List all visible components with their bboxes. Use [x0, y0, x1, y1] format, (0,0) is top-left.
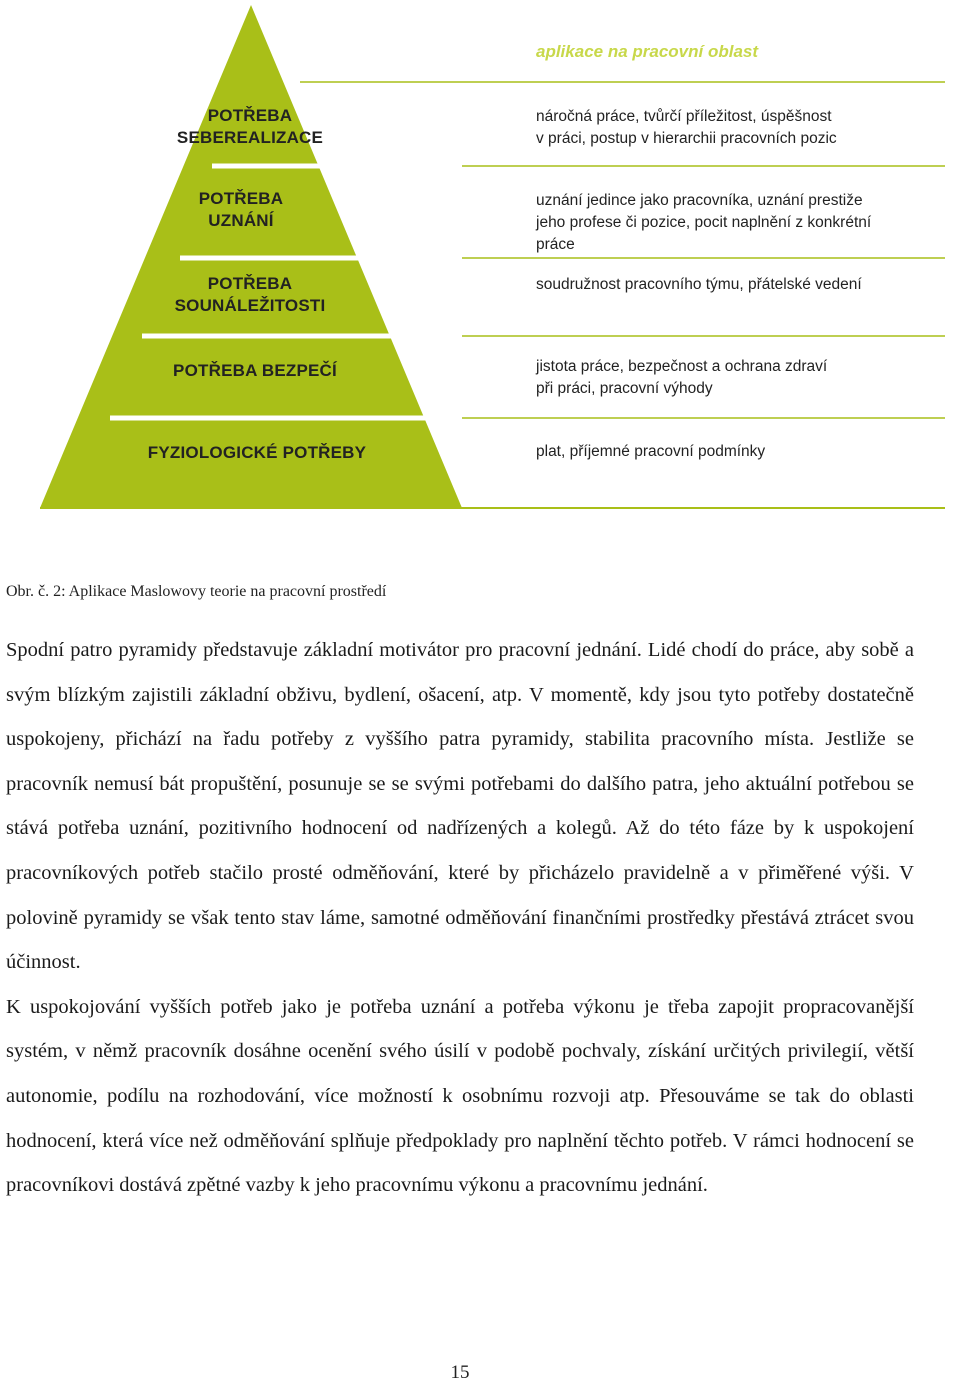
level-label-self-actualization: POTŘEBA SEBEREALIZACE	[176, 106, 324, 147]
level-label-safety: POTŘEBA BEZPEČÍ	[173, 361, 337, 380]
level-label-esteem: POTŘEBA UZNÁNÍ	[198, 189, 284, 230]
description-belonging: soudružnost pracovního týmu, přátelské vedení	[536, 276, 862, 293]
description-physiological: plat, příjemné pracovní podmínky	[536, 443, 766, 460]
description-safety: jistota práce, bezpečnost a ochrana zdraví při práci, pracovní výhody	[536, 358, 828, 397]
area-title: aplikace na pracovní oblast	[536, 42, 759, 61]
page-number: 15	[450, 1362, 470, 1383]
level-label-belonging: POTŘEBA SOUNÁLEŽITOSTI	[174, 274, 326, 315]
figure-caption: Obr. č. 2: Aplikace Maslowovy teorie na pracovní prostředí	[6, 583, 387, 600]
paragraph: Spodní patro pyramidy představuje základní motivátor pro pracovní jednání. Lidé chodí do práce, aby sobě a svým blízkým zajistili základní obživu, bydlení, ošacení, atp. V momentě, kdy jsou tyto potřeby dostatečně uspokojeny, přichází na řadu potřeby z vyššího patra pyramidy, stabilita pracovního místa. Jestliže se pracovník nemusí bát propuštění, posunuje se se svými potřebami do dalšího patra, jeho aktuální potřebou se stává potřeba uznání, pozitivního hodnocení od nadřízených a kolegů. Až do této fáze by k uspokojení pracovníkových potřeb stačilo prosté odměňování, které by přicházelo pravidelně a v přiměřené výši. V polovině pyramidy se však tento stav láme, samotné odměňování finančními prostředky přestává ztrácet svou účinnost.	[6, 639, 914, 974]
description-esteem: uznání jedince jako pracovníka, uznání prestiže jeho profese či pozice, pocit naplnění z konkrétní práce	[536, 192, 872, 253]
description-self-actualization: náročná práce, tvůrčí příležitost, úspěšnost v práci, postup v hierarchii pracovních pozic	[536, 108, 837, 147]
paragraph: K uspokojování vyšších potřeb jako je potřeba uznání a potřeba výkonu je třeba zapojit propracovanější systém, v němž pracovník dosáhne ocenění svého úsilí v podobě pochvaly, získání určitých privilegií, větší autonomie, podílu na rozhodování, více možností k osobnímu rozvoji atp. Přesouváme se tak do oblasti hodnocení, která více než odměňování splňuje předpoklady pro naplnění těchto potřeb. V rámci hodnocení se pracovníkovi dostává zpětné vazby k jeho pracovnímu výkonu a pracovnímu jednání.	[6, 995, 914, 1197]
maslow-pyramid-figure	[0, 0, 960, 530]
body-text	[6, 628, 914, 1208]
level-label-physiological: FYZIOLOGICKÉ POTŘEBY	[147, 443, 367, 462]
